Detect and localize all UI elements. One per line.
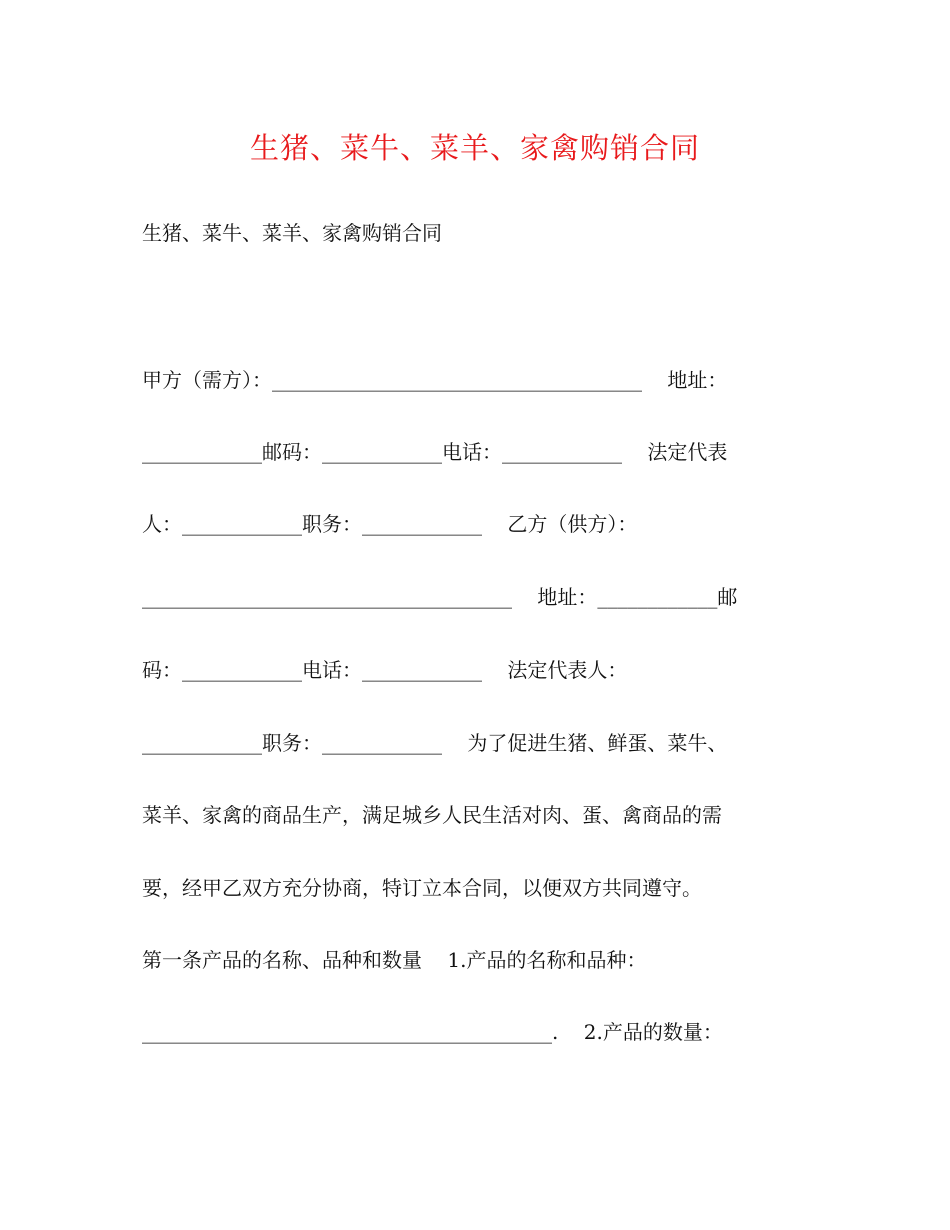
body-line-5: 码：____________电话：____________ 法定代表人： xyxy=(142,658,628,682)
body-line-6: ____________职务：____________ 为了促进生猪、鲜蛋、菜牛、 xyxy=(142,731,728,755)
body-line-8: 要，经甲乙双方充分协商，特订立本合同，以便双方共同遵守。 xyxy=(142,876,702,900)
body-line-3: 人：____________职务：____________ 乙方（供方）： xyxy=(142,512,638,536)
body-line-1: 甲方（需方）：_____________________________________ 地址： xyxy=(142,368,728,392)
body-line-4: _____________________________________ 地址：____________邮 xyxy=(142,585,738,609)
body-line-10: _________________________________________. 2.产品的数量： xyxy=(142,1020,723,1044)
body-line-7: 菜羊、家禽的商品生产，满足城乡人民生活对肉、蛋、禽商品的需 xyxy=(142,803,722,827)
document-title: 生猪、菜牛、菜羊、家禽购销合同 xyxy=(249,131,700,165)
document-subtitle: 生猪、菜牛、菜羊、家禽购销合同 xyxy=(142,221,442,245)
body-line-9: 第一条产品的名称、品种和数量 1.产品的名称和品种： xyxy=(142,948,647,972)
body-line-2: ____________邮码：____________电话：____________ 法定代表 xyxy=(142,440,728,464)
